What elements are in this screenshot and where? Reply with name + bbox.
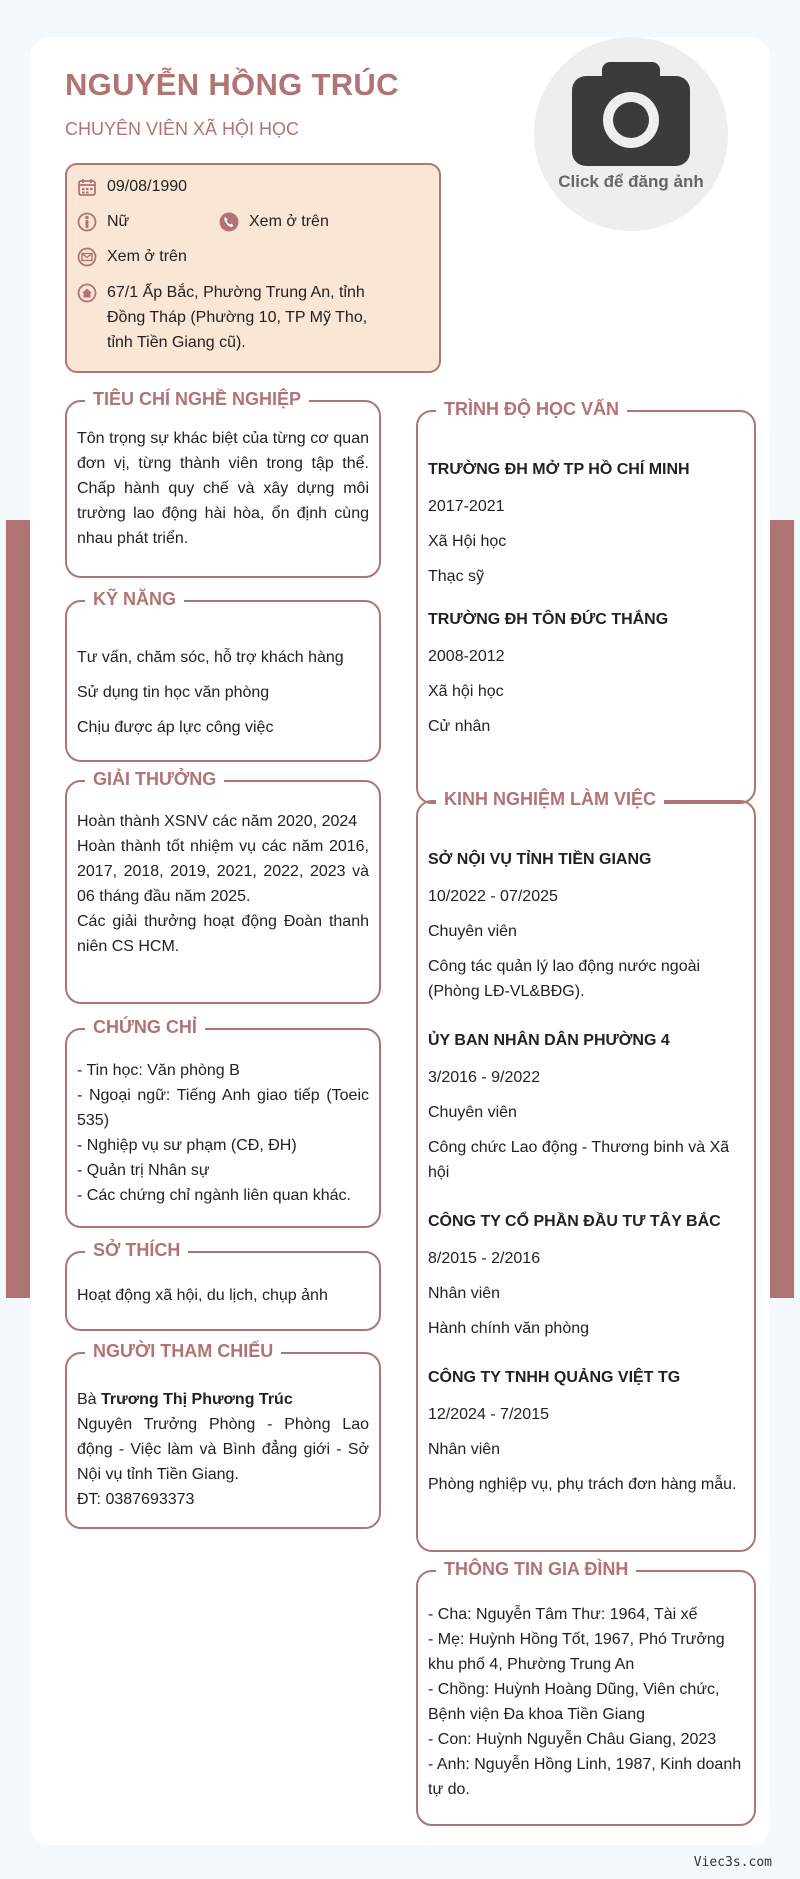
- certificate-item: - Quản trị Nhân sự: [77, 1162, 210, 1179]
- references-section: [65, 1341, 381, 1529]
- skills-title: KỸ NĂNG: [85, 588, 184, 610]
- objective-title: TIÊU CHÍ NGHỀ NGHIỆP: [85, 388, 309, 410]
- job-description: Phòng nghiệp vụ, phụ trách đơn hàng mẫu.: [428, 1476, 737, 1493]
- reference-phone: ĐT: 0387693373: [77, 1491, 195, 1508]
- job-position: Nhân viên: [428, 1441, 501, 1458]
- cv-page: [30, 37, 770, 1845]
- award-item: Hoàn thành XSNV các năm 2020, 2024: [77, 813, 358, 830]
- school-name: TRƯỜNG ĐH TÔN ĐỨC THẮNG: [428, 611, 669, 628]
- job-position: Nhân viên: [428, 1285, 501, 1302]
- objective-text: Tôn trọng sự khác biệt của từng cơ quan đơn vị, từng thành viên trong tập thể. Chấp hành quy chế và xây dựng môi trường lao động hài hòa, ổn định cùng nhau phát triển.: [77, 430, 369, 547]
- candidate-name: NGUYỄN HỒNG TRÚC: [65, 67, 399, 102]
- company-name: SỞ NỘI VỤ TỈNH TIỀN GIANG: [428, 851, 652, 868]
- phone-row: [219, 212, 329, 234]
- job-period: 12/2024 - 7/2015: [428, 1406, 549, 1423]
- reference-position: Nguyên Trưởng Phòng - Phòng Lao động - Việc làm và Bình đẳng giới - Sở Nội vụ tỉnh Tiền Giang.: [77, 1416, 369, 1483]
- family-title: THÔNG TIN GIA ĐÌNH: [436, 1558, 636, 1580]
- hobbies-section: [65, 1240, 381, 1331]
- family-member: - Mẹ: Huỳnh Hồng Tốt, 1967, Phó Trưởng khu phố 4, Phường Trung An: [428, 1631, 725, 1673]
- job-description: Công chức Lao động - Thương binh và Xã hội: [428, 1139, 730, 1181]
- family-section: [416, 1559, 756, 1826]
- family-member: - Con: Huỳnh Nguyễn Châu Giang, 2023: [428, 1731, 717, 1748]
- education-degree: Cử nhân: [428, 718, 491, 735]
- birthdate-value: 09/08/1990: [107, 178, 188, 195]
- job-period: 10/2022 - 07/2025: [428, 888, 558, 905]
- left-decorative-band: [6, 520, 30, 1298]
- skill-item: Sử dụng tin học văn phòng: [77, 684, 270, 701]
- skills-section: [65, 589, 381, 762]
- job-description: Công tác quản lý lao động nước ngoài (Phòng LĐ-VL&BĐG).: [428, 958, 701, 1000]
- family-member: - Cha: Nguyễn Tâm Thư: 1964, Tài xế: [428, 1606, 698, 1623]
- experience-title: KINH NGHIỆM LÀM VIỆC: [436, 788, 664, 810]
- references-title: NGƯỜI THAM CHIẾU: [85, 1340, 281, 1362]
- certificate-item: - Ngoại ngữ: Tiếng Anh giao tiếp (Toeic 535): [77, 1087, 369, 1129]
- hobbies-text: Hoạt động xã hội, du lịch, chụp ảnh: [77, 1287, 328, 1304]
- skill-item: Chịu được áp lực công việc: [77, 719, 274, 736]
- certificate-item: - Tin học: Văn phòng B: [77, 1062, 240, 1079]
- education-period: 2008-2012: [428, 648, 505, 665]
- calendar-icon: [77, 177, 97, 197]
- award-item: Các giải thưởng hoạt động Đoàn thanh niên CS HCM.: [77, 913, 369, 955]
- job-period: 3/2016 - 9/2022: [428, 1069, 541, 1086]
- photo-upload[interactable]: [534, 37, 728, 231]
- family-member: - Anh: Nguyễn Hồng Linh, 1987, Kinh doanh tự do.: [428, 1756, 742, 1798]
- envelope-icon: [77, 247, 97, 267]
- photo-upload-label: Click để đăng ảnh: [558, 172, 704, 191]
- job-position: Chuyên viên: [428, 1104, 517, 1121]
- home-icon: [77, 283, 97, 303]
- award-item: Hoàn thành tốt nhiệm vụ các năm 2016, 2017, 2018, 2019, 2021, 2022, 2023 và 06 tháng đầu năm 2025.: [77, 838, 369, 905]
- gender-value: Nữ: [107, 213, 130, 230]
- certificate-item: - Nghiệp vụ sư phạm (CĐ, ĐH): [77, 1137, 297, 1154]
- experience-section: [416, 789, 756, 1552]
- skill-item: Tư vấn, chăm sóc, hỗ trợ khách hàng: [77, 649, 344, 666]
- email-value: Xem ở trên: [107, 248, 187, 265]
- phone-value: Xem ở trên: [249, 213, 329, 230]
- gender-row: [77, 212, 129, 234]
- watermark: Viec3s.com: [693, 1855, 772, 1870]
- address-value: 67/1 Ấp Bắc, Phường Trung An, tỉnh Đồng Tháp (Phường 10, TP Mỹ Tho, tỉnh Tiền Giang cũ).: [107, 284, 368, 351]
- job-description: Hành chính văn phòng: [428, 1320, 590, 1337]
- company-name: ỦY BAN NHÂN DÂN PHƯỜNG 4: [428, 1032, 670, 1049]
- birthdate-row: [77, 177, 187, 199]
- certificates-section: [65, 1017, 381, 1228]
- hobbies-title: SỞ THÍCH: [85, 1239, 188, 1261]
- reference-prefix: Bà: [77, 1391, 102, 1408]
- gender-icon: [77, 212, 97, 232]
- education-title: TRÌNH ĐỘ HỌC VẤN: [436, 398, 627, 420]
- personal-info-box: [65, 163, 441, 373]
- education-section: [416, 399, 756, 804]
- company-name: CÔNG TY TNHH QUẢNG VIỆT TG: [428, 1369, 681, 1386]
- awards-title: GIẢI THƯỞNG: [85, 768, 224, 790]
- job-position: Chuyên viên: [428, 923, 517, 940]
- job-period: 8/2015 - 2/2016: [428, 1250, 541, 1267]
- objective-section: [65, 389, 381, 578]
- camera-icon: [572, 62, 690, 166]
- school-name: TRƯỜNG ĐH MỞ TP HỒ CHÍ MINH: [428, 461, 690, 478]
- certificates-title: CHỨNG CHỈ: [85, 1016, 205, 1038]
- education-major: Xã Hội học: [428, 533, 507, 550]
- email-row: [77, 247, 187, 269]
- phone-icon: [219, 212, 239, 232]
- right-decorative-band: [770, 520, 794, 1298]
- candidate-job-title: CHUYÊN VIÊN XÃ HỘI HỌC: [65, 119, 300, 139]
- education-degree: Thạc sỹ: [428, 568, 485, 585]
- certificate-item: - Các chứng chỉ ngành liên quan khác.: [77, 1187, 351, 1204]
- family-member: - Chồng: Huỳnh Hoàng Dũng, Viên chức, Bệnh viện Đa khoa Tiền Giang: [428, 1681, 720, 1723]
- education-major: Xã hội học: [428, 683, 504, 700]
- education-period: 2017-2021: [428, 498, 505, 515]
- address-row: [77, 283, 377, 355]
- awards-section: [65, 769, 381, 1004]
- reference-name: Trương Thị Phương Trúc: [101, 1391, 293, 1408]
- company-name: CÔNG TY CỔ PHẦN ĐẦU TƯ TÂY BẮC: [428, 1213, 721, 1230]
